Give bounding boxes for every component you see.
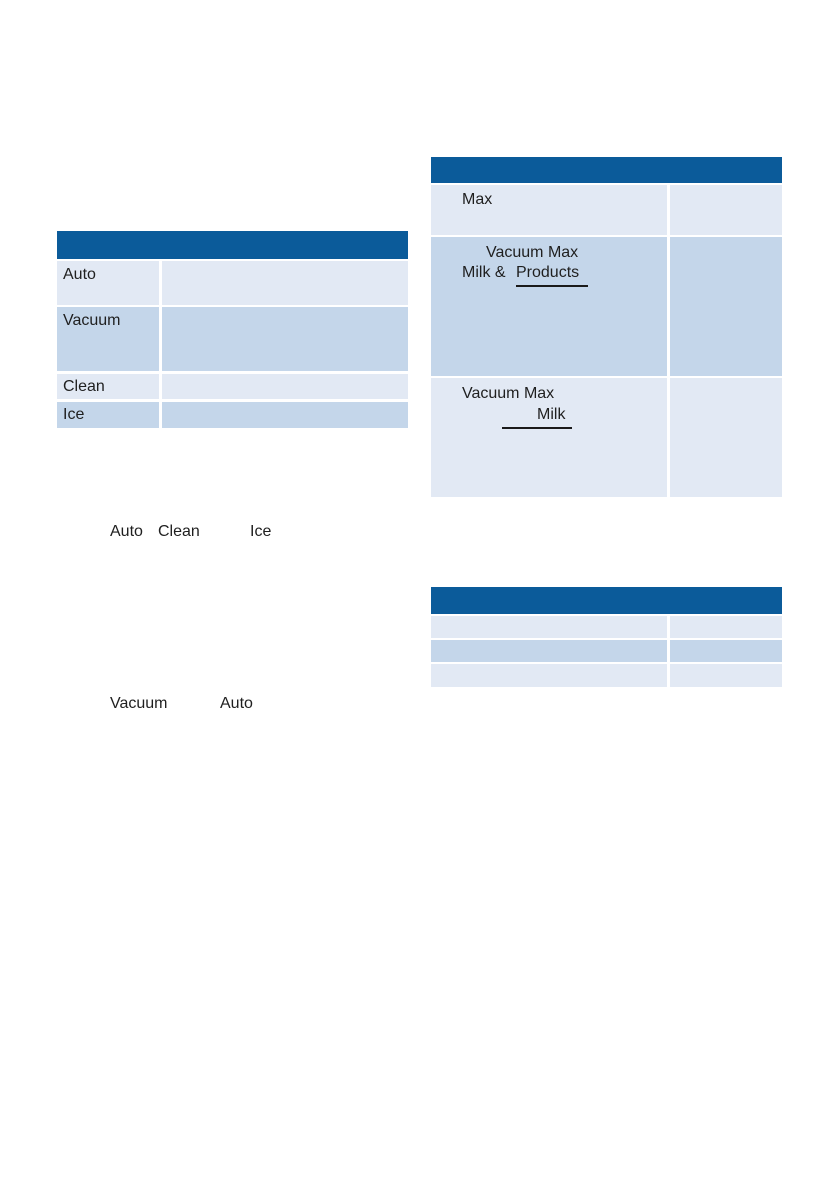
products-underline bbox=[516, 285, 588, 287]
row-label-auto: Auto bbox=[63, 266, 96, 283]
table-row-value bbox=[670, 664, 782, 687]
row-label-products: Products bbox=[516, 264, 580, 281]
row-label-vacuum: Vacuum bbox=[63, 312, 121, 329]
table-row-value bbox=[162, 402, 408, 428]
table-row bbox=[431, 616, 667, 638]
mode-word-ice: Ice bbox=[250, 523, 272, 540]
left-table-header bbox=[57, 231, 408, 259]
row-label-max: Max bbox=[462, 191, 493, 208]
row-label-vacuum-max-2: Vacuum Max bbox=[462, 385, 555, 402]
mode-word-clean: Clean bbox=[158, 523, 200, 540]
mode-word-auto: Auto bbox=[110, 523, 143, 540]
row-label-milk: Milk bbox=[537, 406, 566, 423]
table-row-value bbox=[162, 374, 408, 399]
table-row-value bbox=[162, 261, 408, 305]
right-table-1-header bbox=[431, 157, 782, 183]
table-row-value bbox=[670, 378, 782, 497]
table-row bbox=[431, 640, 667, 662]
milk-underline bbox=[502, 427, 572, 429]
table-row-value bbox=[670, 616, 782, 638]
row-label-vacuum-max: Vacuum Max bbox=[486, 244, 579, 261]
row-label-clean: Clean bbox=[63, 378, 105, 395]
right-table-2-header bbox=[431, 587, 782, 614]
table-row-value bbox=[162, 307, 408, 371]
mode-word-auto-2: Auto bbox=[220, 695, 253, 712]
table-row-value bbox=[670, 185, 782, 235]
table-row-value bbox=[670, 640, 782, 662]
row-label-milk-and: Milk & bbox=[462, 264, 506, 281]
mode-word-vacuum: Vacuum bbox=[110, 695, 168, 712]
table-row-value bbox=[670, 237, 782, 376]
table-row bbox=[431, 664, 667, 687]
row-label-ice: Ice bbox=[63, 406, 85, 423]
